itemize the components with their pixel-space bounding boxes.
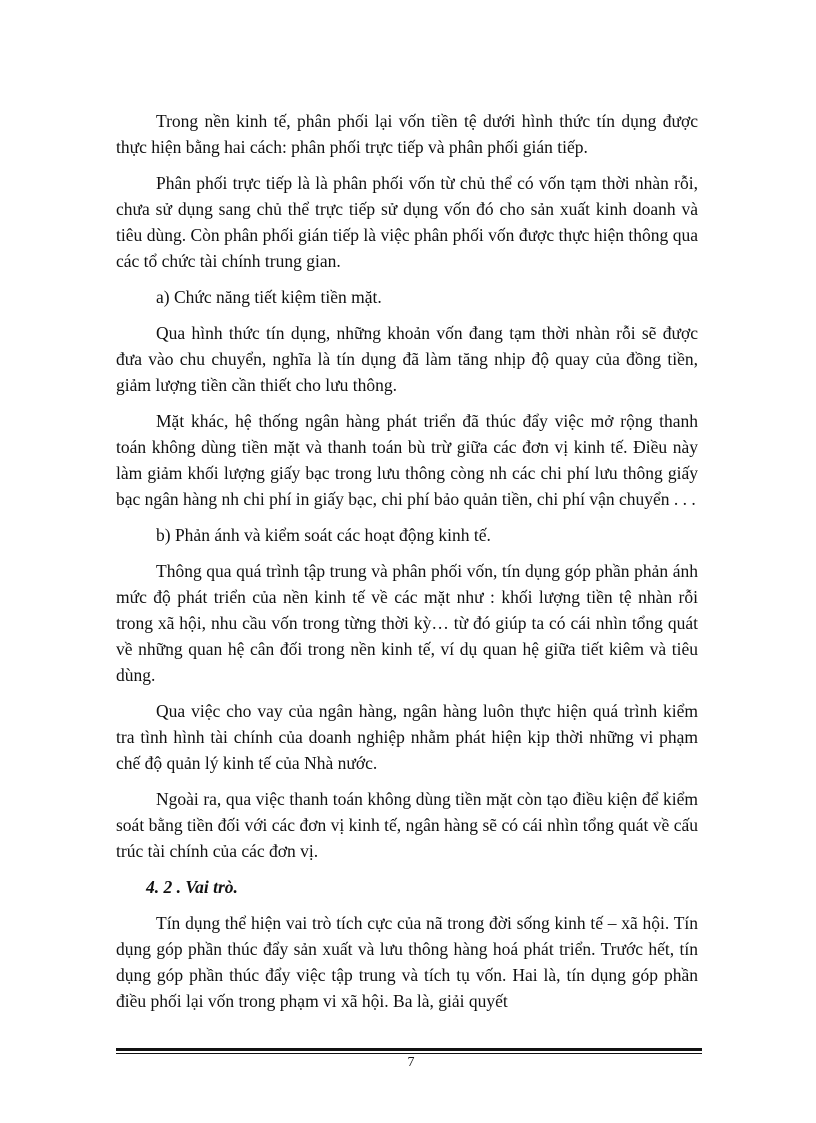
subheading-a: a) Chức năng tiết kiệm tiền mặt.	[156, 287, 382, 307]
paragraph-non-cash-payment: Ngoài ra, qua việc thanh toán không dùng tiền mặt còn tạo điều kiện để kiểm soát bằng tiền đối với các đơn vị kinh tế, ngân hàng sẽ có cái nhìn tổng quát về cấu trúc tài chính của các đơn vị.	[116, 789, 698, 861]
paragraph-role: Tín dụng thể hiện vai trò tích cực của nã trong đời sống kinh tế – xã hội. Tín dụng góp phần thúc đẩy sản xuất và lưu thông hàng hoá phát triển. Trước hết, tín dụng góp phần thúc đẩy việc tập trung và tích tụ vốn. Hai là, tín dụng góp phần điều phối lại vốn trong phạm vi xã hội. Ba là, giải quyết	[116, 913, 698, 1011]
paragraph-banking-system: Mặt khác, hệ thống ngân hàng phát triển đã thúc đẩy việc mở rộng thanh toán không dùng tiền mặt và thanh toán bù trừ giữa các đơn vị kinh tế. Điều này làm giảm khối lượng giấy bạc trong lưu thông còng nh các chi phí lưu thông giấy bạc ngân hàng nh chi phí in giấy bạc, chi phí bảo quản tiền, chi phí vận chuyển . . .	[116, 411, 698, 509]
footer-rule-thick	[116, 1048, 702, 1051]
footer-rule-thin	[116, 1053, 702, 1054]
section-heading: 4. 2 . Vai trò.	[146, 877, 238, 897]
paragraph-direct-distribution: Phân phối trực tiếp là là phân phối vốn từ chủ thể có vốn tạm thời nhàn rỗi, chưa sử dụng sang chủ thể trực tiếp sử dụng vốn đó cho sản xuất kinh doanh và tiêu dùng. Còn phân phối gián tiếp là việc phân phối vốn được thực hiện thông qua các tổ chức tài chính trung gian.	[116, 173, 698, 271]
page-body	[116, 108, 698, 1024]
subheading-b: b) Phản ánh và kiểm soát các hoạt động kinh tế.	[156, 525, 491, 545]
paragraph-bank-lending: Qua việc cho vay của ngân hàng, ngân hàng luôn thực hiện quá trình kiểm tra tình hình tài chính của doanh nghiệp nhằm phát hiện kịp thời những vi phạm chế độ quản lý kinh tế của Nhà nước.	[116, 701, 698, 773]
page-number: 7	[407, 1055, 415, 1070]
paragraph-credit-circulation: Qua hình thức tín dụng, những khoản vốn đang tạm thời nhàn rỗi sẽ được đưa vào chu chuyển, nghĩa là tín dụng đã làm tăng nhịp độ quay của đồng tiền, giảm lượng tiền cần thiết cho lưu thông.	[116, 323, 698, 395]
paragraph-intro: Trong nền kinh tế, phân phối lại vốn tiền tệ dưới hình thức tín dụng được thực hiện bằng hai cách: phân phối trực tiếp và phân phối gián tiếp.	[116, 111, 698, 157]
paragraph-reflect-economy: Thông qua quá trình tập trung và phân phối vốn, tín dụng góp phần phản ánh mức độ phát triển của nền kinh tế về các mặt như : khối lượng tiền tệ nhàn rỗi trong xã hội, nhu cầu vốn trong từng thời kỳ… từ đó giúp ta có cái nhìn tổng quát về những quan hệ cân đối trong nền kinh tế, ví dụ quan hệ giữa tiết kiêm và tiêu dùng.	[116, 561, 698, 685]
